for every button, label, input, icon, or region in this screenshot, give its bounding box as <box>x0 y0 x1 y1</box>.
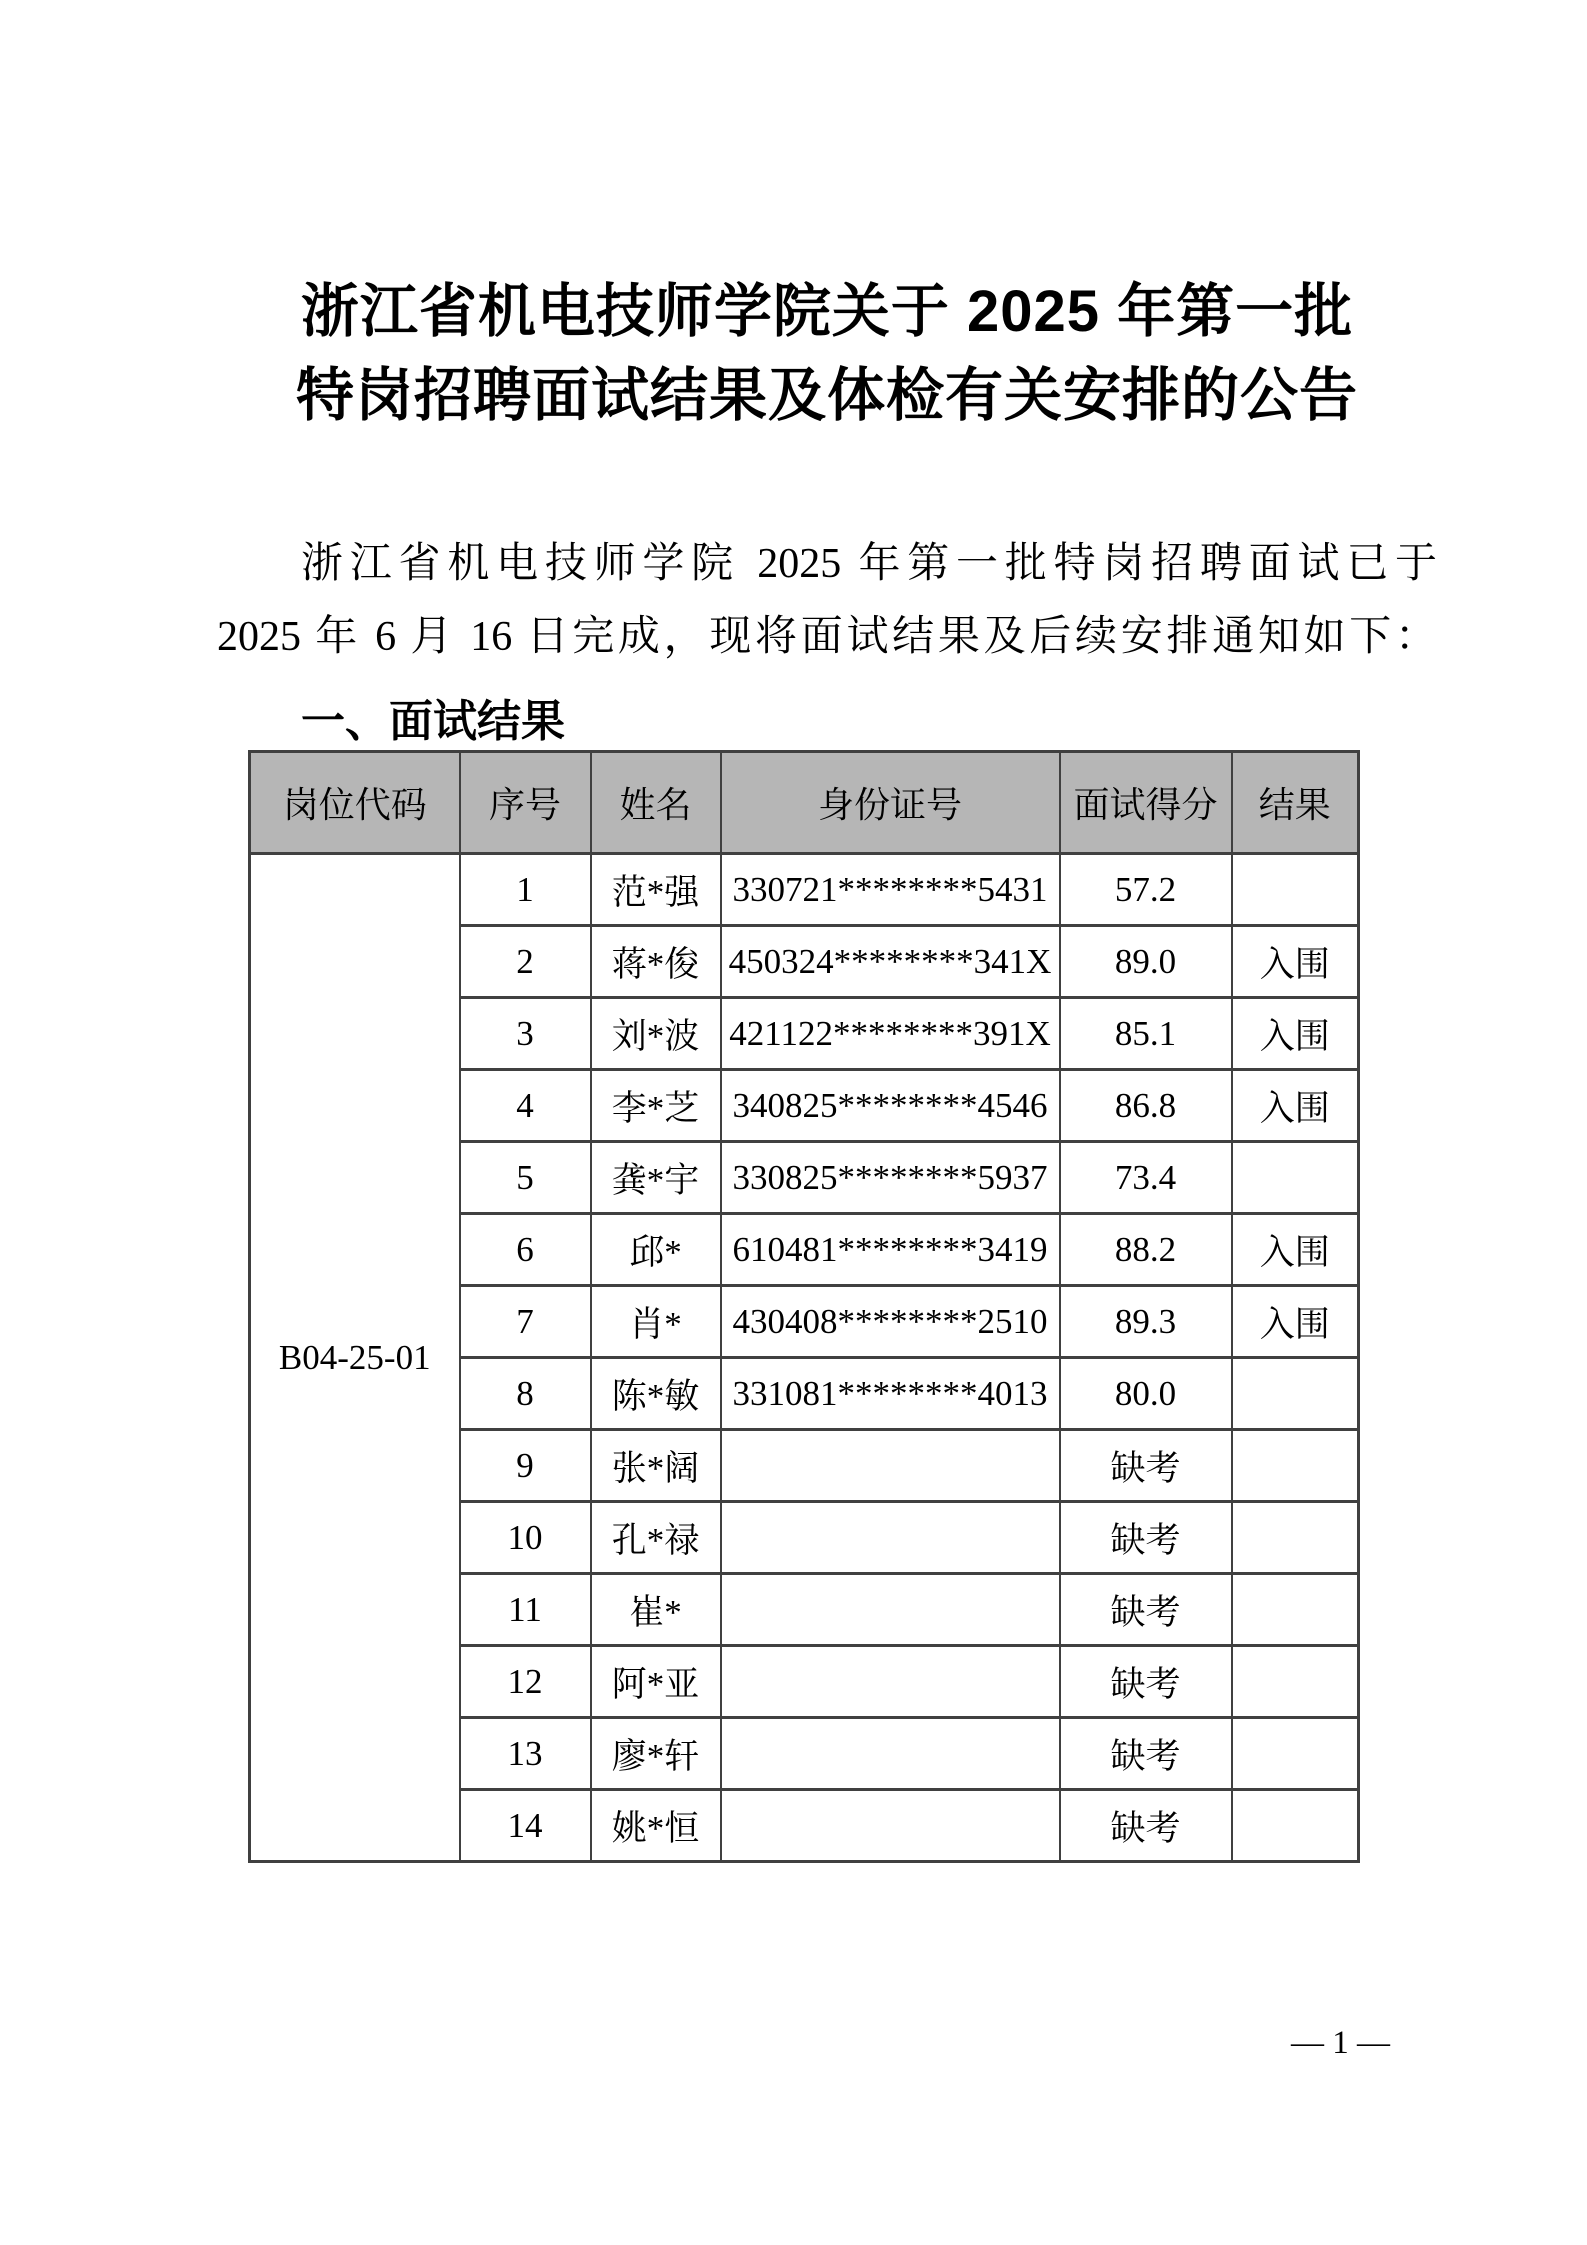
cell-score: 缺考 <box>1060 1502 1232 1574</box>
cell-result: 入围 <box>1232 998 1359 1070</box>
section-heading-interview-results: 一、面试结果 <box>301 697 565 746</box>
cell-score: 缺考 <box>1060 1430 1232 1502</box>
cell-id: 430408********2510 <box>721 1286 1060 1358</box>
cell-score: 89.3 <box>1060 1286 1232 1358</box>
cell-name: 张*阔 <box>591 1430 721 1502</box>
intro-paragraph-line1: 浙江省机电技师学院 2025 年第一批特岗招聘面试已于 <box>301 541 1437 587</box>
cell-id <box>721 1502 1060 1574</box>
cell-name: 蒋*俊 <box>591 926 721 998</box>
cell-result <box>1232 1646 1359 1718</box>
cell-id: 421122********391X <box>721 998 1060 1070</box>
table-header-row <box>250 752 1359 854</box>
cell-result <box>1232 1430 1359 1502</box>
cell-id <box>721 1430 1060 1502</box>
cell-seq: 12 <box>460 1646 591 1718</box>
cell-id: 331081********4013 <box>721 1358 1060 1430</box>
cell-score: 73.4 <box>1060 1142 1232 1214</box>
cell-score: 缺考 <box>1060 1646 1232 1718</box>
cell-result: 入围 <box>1232 1070 1359 1142</box>
cell-result: 入围 <box>1232 1286 1359 1358</box>
job-code-cell: B04-25-01 <box>250 854 460 1862</box>
cell-id <box>721 1574 1060 1646</box>
cell-seq: 11 <box>460 1574 591 1646</box>
document-title <box>217 270 1437 438</box>
cell-id <box>721 1790 1060 1862</box>
cell-result <box>1232 854 1359 926</box>
cell-result <box>1232 1358 1359 1430</box>
cell-id <box>721 1718 1060 1790</box>
document-title-line1: 浙江省机电技师学院关于 2025 年第一批 <box>300 279 1354 344</box>
column-header-seq: 序号 <box>460 752 591 854</box>
cell-score: 89.0 <box>1060 926 1232 998</box>
cell-name: 刘*波 <box>591 998 721 1070</box>
cell-score: 86.8 <box>1060 1070 1232 1142</box>
table-row <box>250 854 1359 926</box>
interview-results-table <box>248 750 1360 1863</box>
column-header-score: 面试得分 <box>1060 752 1232 854</box>
cell-score: 缺考 <box>1060 1574 1232 1646</box>
cell-seq: 8 <box>460 1358 591 1430</box>
cell-result <box>1232 1790 1359 1862</box>
cell-result <box>1232 1718 1359 1790</box>
cell-seq: 6 <box>460 1214 591 1286</box>
cell-result: 入围 <box>1232 1214 1359 1286</box>
cell-score: 88.2 <box>1060 1214 1232 1286</box>
cell-id: 450324********341X <box>721 926 1060 998</box>
cell-name: 阿*亚 <box>591 1646 721 1718</box>
cell-result: 入围 <box>1232 926 1359 998</box>
column-header-result: 结果 <box>1232 752 1359 854</box>
cell-seq: 9 <box>460 1430 591 1502</box>
cell-name: 姚*恒 <box>591 1790 721 1862</box>
cell-id <box>721 1646 1060 1718</box>
cell-name: 廖*轩 <box>591 1718 721 1790</box>
cell-score: 85.1 <box>1060 998 1232 1070</box>
cell-seq: 5 <box>460 1142 591 1214</box>
cell-id: 330825********5937 <box>721 1142 1060 1214</box>
cell-score: 缺考 <box>1060 1790 1232 1862</box>
cell-seq: 2 <box>460 926 591 998</box>
cell-score: 57.2 <box>1060 854 1232 926</box>
cell-id: 330721********5431 <box>721 854 1060 926</box>
cell-seq: 4 <box>460 1070 591 1142</box>
cell-seq: 14 <box>460 1790 591 1862</box>
column-header-name: 姓名 <box>591 752 721 854</box>
cell-name: 孔*禄 <box>591 1502 721 1574</box>
cell-name: 李*芝 <box>591 1070 721 1142</box>
cell-result <box>1232 1574 1359 1646</box>
cell-seq: 13 <box>460 1718 591 1790</box>
cell-result <box>1232 1502 1359 1574</box>
cell-result <box>1232 1142 1359 1214</box>
cell-score: 80.0 <box>1060 1358 1232 1430</box>
cell-name: 陈*敏 <box>591 1358 721 1430</box>
cell-name: 范*强 <box>591 854 721 926</box>
cell-name: 邱* <box>591 1214 721 1286</box>
intro-paragraph <box>217 528 1437 674</box>
cell-name: 龚*宇 <box>591 1142 721 1214</box>
cell-seq: 10 <box>460 1502 591 1574</box>
cell-id: 610481********3419 <box>721 1214 1060 1286</box>
document-title-line2: 特岗招聘面试结果及体检有关安排的公告 <box>295 363 1358 428</box>
cell-id: 340825********4546 <box>721 1070 1060 1142</box>
cell-seq: 7 <box>460 1286 591 1358</box>
cell-name: 肖* <box>591 1286 721 1358</box>
cell-seq: 3 <box>460 998 591 1070</box>
intro-paragraph-line2: 2025 年 6 月 16 日完成，现将面试结果及后续安排通知如下： <box>217 614 1437 660</box>
cell-seq: 1 <box>460 854 591 926</box>
column-header-job-code: 岗位代码 <box>250 752 460 854</box>
page-number: — 1 — <box>1291 2025 1390 2061</box>
cell-score: 缺考 <box>1060 1718 1232 1790</box>
cell-name: 崔* <box>591 1574 721 1646</box>
column-header-id-number: 身份证号 <box>721 752 1060 854</box>
